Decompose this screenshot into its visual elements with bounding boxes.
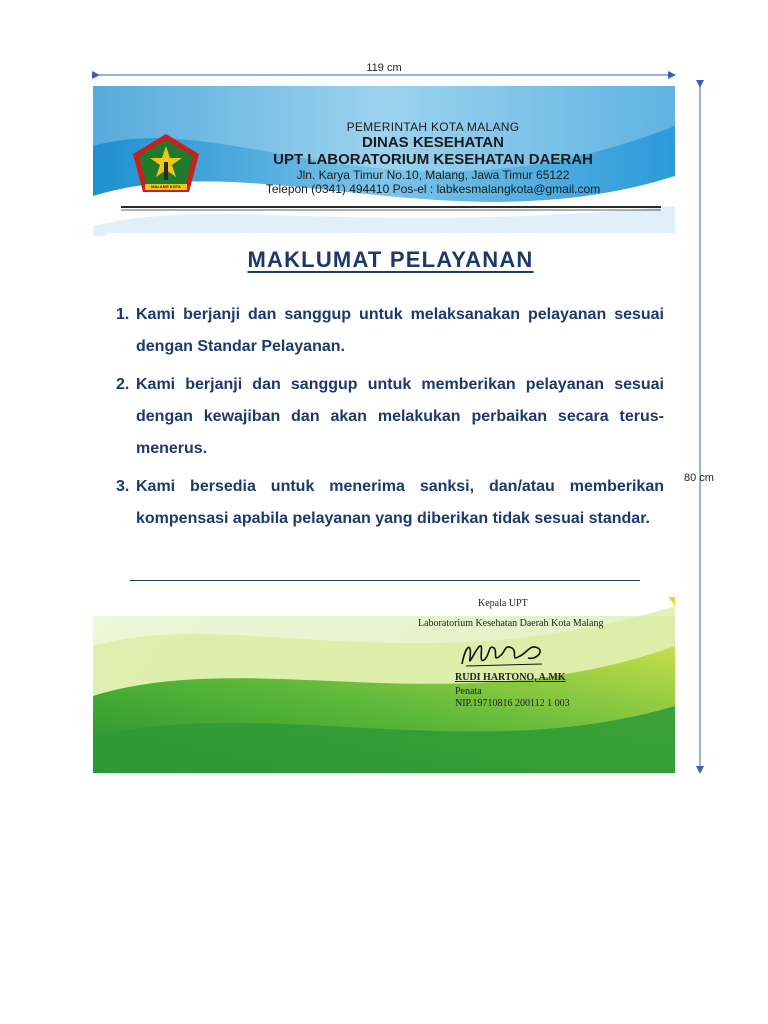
signer-nip: NIP.19710816 200112 1 003 (455, 698, 570, 709)
list-item (116, 471, 664, 535)
notice-list (116, 299, 664, 535)
notice-panel (106, 233, 675, 597)
item-text: Kami berjanji dan sanggup untuk melaksanakan pelayanan sesuai dengan Standar Pelayanan. (136, 306, 664, 355)
width-dimension (92, 62, 676, 80)
height-label: 80 cm (684, 472, 714, 484)
item-text: Kami bersedia untuk menerima sanksi, dan/atau memberikan kompensasi apabila pelayanan yang diberikan tidak sesuai standar. (136, 478, 664, 527)
address: Jln. Karya Timur No.10, Malang, Jawa Timur 65122 (296, 168, 570, 182)
gov-name: PEMERINTAH KOTA MALANG (346, 120, 520, 134)
item-number: 3. (116, 478, 130, 495)
logo-caption: MALANG KOTA (151, 184, 181, 189)
notice-title: MAKLUMAT PELAYANAN (247, 247, 534, 272)
item-number: 1. (116, 306, 130, 323)
signer-role: Kepala UPT (478, 598, 528, 609)
item-number: 2. (116, 376, 130, 393)
poster (93, 86, 675, 773)
width-label: 119 cm (366, 62, 402, 74)
signer-name: RUDI HARTONO, A.MK (455, 672, 566, 683)
item-text: Kami berjanji dan sanggup untuk memberikan pelayanan sesuai dengan kewajiban dan akan melakukan perbaikan secara terus-menerus. (136, 376, 664, 457)
signer-office: Laboratorium Kesehatan Daerah Kota Malang (418, 618, 604, 629)
panel-divider (130, 580, 640, 581)
unit-name: UPT LABORATORIUM KESEHATAN DAERAH (273, 151, 593, 168)
contact-info: Telepon (0341) 494410 Pos-el : labkesmalangkota@gmail.com (265, 182, 601, 196)
letterhead (233, 120, 633, 196)
list-item (116, 299, 664, 363)
list-item (116, 369, 664, 465)
signer-rank: Penata (455, 686, 482, 697)
handwritten-signature-icon (458, 634, 548, 674)
department-name: DINAS KESEHATAN (362, 134, 504, 151)
